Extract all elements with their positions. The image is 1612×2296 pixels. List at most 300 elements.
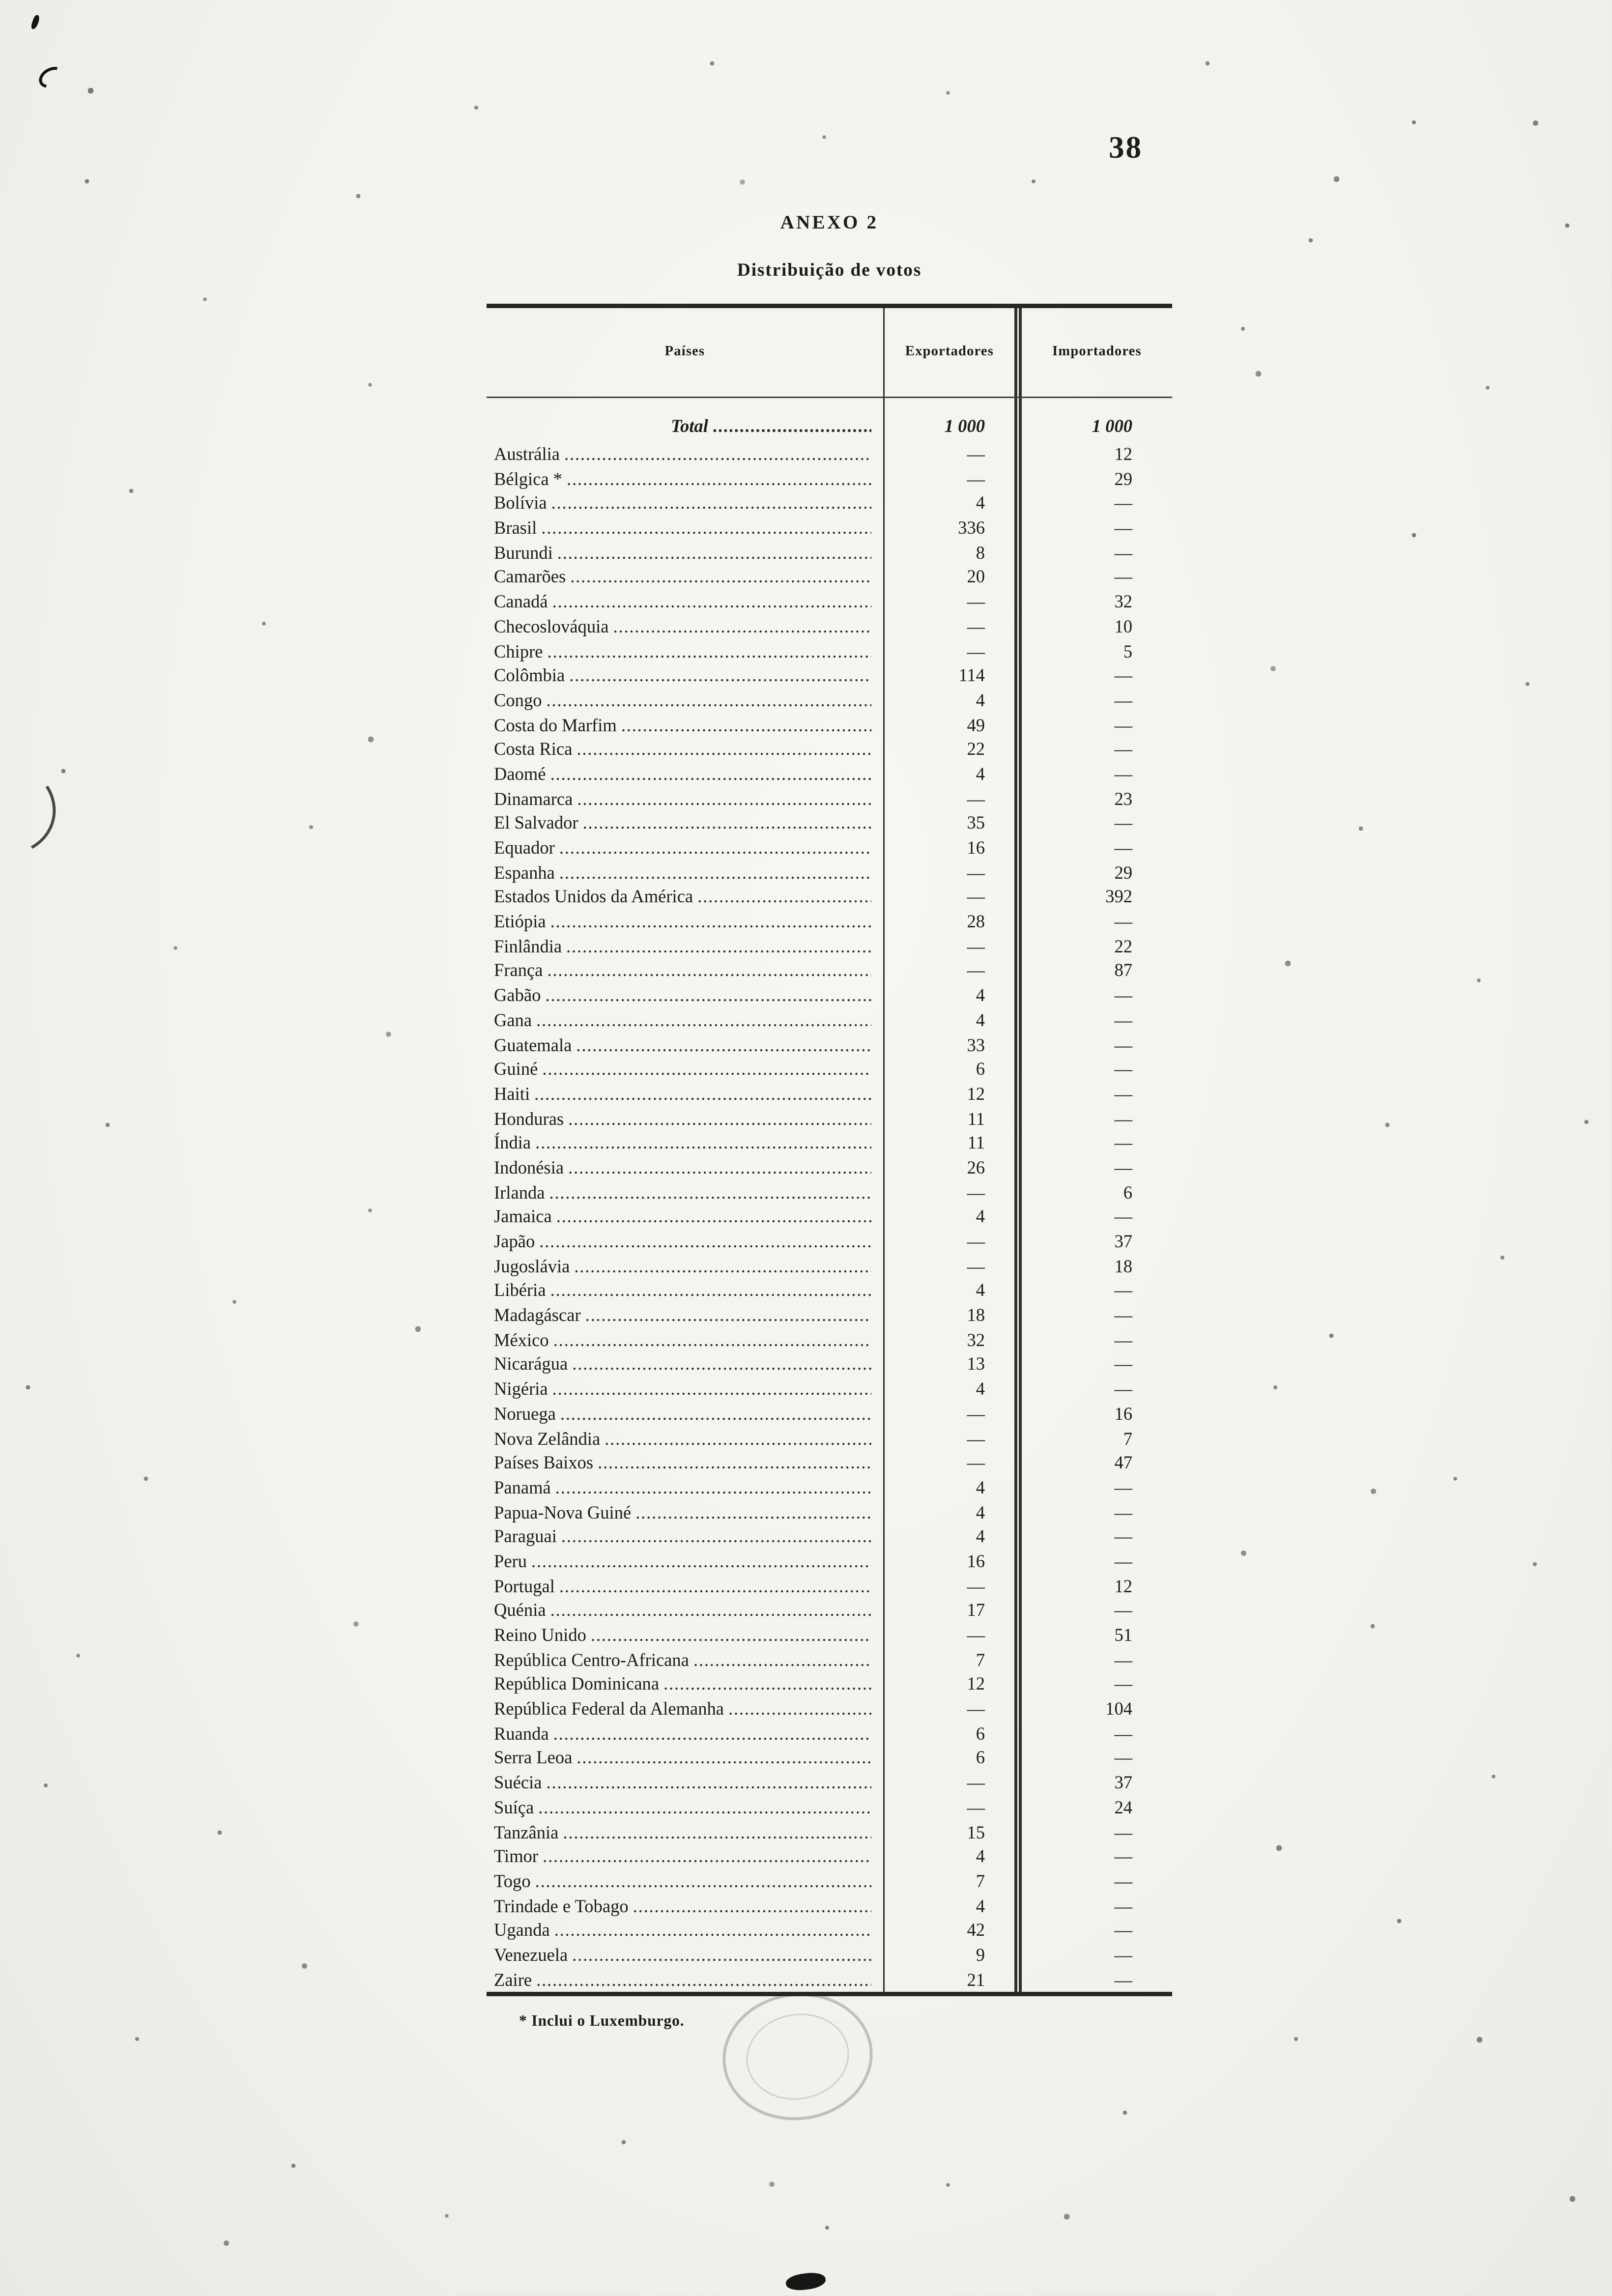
country-cell [487,1943,885,1968]
importers-value: — [1114,714,1132,735]
dot-leader [633,1894,871,1919]
table-row [487,885,1172,910]
importers-value: 87 [1114,960,1132,981]
dot-leader [728,1697,871,1722]
ink-blob [785,2271,826,2292]
dot-leader [561,1525,871,1550]
importers-value: — [1114,1034,1132,1055]
importers-value: — [1114,1895,1132,1916]
country-name: Brasil [494,517,537,539]
importers-value: — [1114,812,1132,833]
importers-value: — [1114,1649,1132,1670]
importers-value: — [1114,1108,1132,1129]
importers-value: — [1114,1157,1132,1178]
exporters-value: 336 [885,516,1022,541]
country-name: Burundi [494,542,553,563]
country-cell [487,1771,885,1795]
table-row [487,1476,1172,1500]
country-cell [487,1230,885,1254]
column-header-importadores: Importadores [1052,345,1142,360]
country-cell [487,762,885,787]
table-row [487,1869,1172,1894]
dot-leader [572,1352,871,1377]
importers-value: — [1114,1969,1132,1990]
table-row [487,565,1172,590]
country-cell [487,1722,885,1746]
importers-value: 37 [1114,1231,1132,1252]
table-row [487,1058,1172,1082]
importers-value: 24 [1114,1797,1132,1818]
exporters-value: — [885,467,1022,491]
dot-leader [553,1328,871,1352]
dot-leader [566,934,871,959]
importers-value: — [1114,1280,1132,1301]
exporters-value: 4 [885,1377,1022,1402]
dot-leader [534,1082,871,1107]
country-cell [487,1205,885,1230]
country-cell [487,614,885,639]
exporters-value: 32 [885,1328,1022,1352]
country-name: Madagáscar [494,1305,581,1326]
country-name: Nova Zelândia [494,1428,601,1449]
importers-value: — [1114,1821,1132,1842]
exporters-value: 17 [885,1599,1022,1623]
country-cell [487,1131,885,1156]
country-cell [487,1328,885,1352]
exporters-value: — [885,590,1022,614]
country-name: Jugoslávia [494,1256,570,1277]
country-cell [487,811,885,836]
exporters-value: 4 [885,689,1022,713]
importers-value: 392 [1105,887,1132,908]
exporters-value: 16 [885,1550,1022,1574]
table-row [487,1697,1172,1722]
dot-leader [550,910,871,934]
table-row [487,983,1172,1008]
country-cell [487,1254,885,1279]
table-row [487,713,1172,738]
country-cell [487,491,885,516]
total-label: Total [671,416,708,436]
country-name: Honduras [494,1108,564,1129]
exporters-value: 28 [885,910,1022,934]
country-name: Irlanda [494,1181,545,1203]
votes-table [487,304,1172,1997]
exporters-value: — [885,885,1022,910]
exporters-value: 12 [885,1082,1022,1107]
country-name: Haiti [494,1083,530,1104]
table-row [487,1377,1172,1402]
exporters-value: — [885,1574,1022,1599]
dot-leader [572,1943,871,1968]
country-cell [487,1820,885,1845]
exporters-value: 35 [885,811,1022,836]
dot-leader [555,1476,871,1500]
country-cell [487,959,885,983]
country-name: El Salvador [494,812,578,833]
country-name: Suíça [494,1797,534,1818]
dot-leader [713,398,871,442]
exporters-value: 20 [885,565,1022,590]
exporters-value: 4 [885,1500,1022,1525]
country-name: Reino Unido [494,1625,586,1645]
country-cell [487,836,885,861]
importers-value: 12 [1114,1575,1132,1596]
country-name: Papua-Nova Guiné [494,1501,632,1522]
country-cell [487,1746,885,1771]
importers-value: 22 [1114,936,1132,957]
country-name: Austrália [494,444,560,464]
importers-value: — [1114,1944,1132,1965]
country-name: Bélgica * [494,468,563,489]
exporters-value: 8 [885,541,1022,565]
dot-leader [549,1180,871,1205]
footnote: * Inclui o Luxemburgo. [519,2014,685,2030]
country-name: Chipre [494,640,543,661]
country-name: Togo [494,1870,531,1892]
exporters-value: 22 [885,738,1022,762]
country-name: República Dominicana [494,1674,660,1695]
table-row [487,934,1172,959]
exporters-value: 13 [885,1352,1022,1377]
country-name: Países Baixos [494,1452,594,1473]
country-cell [487,1550,885,1574]
table-row [487,1845,1172,1869]
table-row [487,1550,1172,1574]
importers-value: 104 [1105,1698,1132,1720]
dot-leader [545,983,871,1008]
country-cell [487,1919,885,1943]
importers-value: — [1114,1206,1132,1227]
table-row [487,836,1172,861]
table-row [487,959,1172,983]
country-name: Dinamarca [494,788,573,809]
importers-value: 29 [1114,862,1132,883]
importers-value: — [1114,985,1132,1006]
importers-value: — [1114,567,1132,588]
exporters-value: 6 [885,1058,1022,1082]
country-name: França [494,960,543,981]
country-cell [487,1795,885,1820]
dot-leader [583,811,871,836]
importers-value: — [1114,1920,1132,1941]
country-name: República Federal da Alemanha [494,1698,724,1720]
table-row [487,1943,1172,1968]
country-name: Venezuela [494,1944,568,1965]
exporters-value: 18 [885,1303,1022,1328]
table-row [487,1279,1172,1303]
dot-leader [547,689,871,713]
dot-leader [556,1205,871,1230]
table-row [487,541,1172,565]
importers-value: — [1114,1846,1132,1867]
country-name: Camarões [494,567,566,588]
ink-mark [30,14,41,30]
country-cell [487,1058,885,1082]
country-name: Nicarágua [494,1354,568,1375]
country-name: Nigéria [494,1378,548,1400]
table-row [487,1427,1172,1451]
country-cell [487,885,885,910]
country-name: Portugal [494,1575,555,1596]
table-row [487,1795,1172,1820]
exporters-value: 7 [885,1648,1022,1672]
table-row [487,787,1172,811]
exporters-value: 4 [885,762,1022,787]
country-cell [487,1894,885,1919]
table-row [487,590,1172,614]
table-row [487,1500,1172,1525]
dot-leader [535,1131,871,1156]
table-row [487,1156,1172,1180]
country-name: Daomé [494,763,546,784]
dot-leader [567,467,871,491]
country-name: Japão [494,1231,535,1252]
page-title: ANEXO 2 [780,211,879,233]
country-name: Peru [494,1550,527,1572]
importers-value: — [1114,763,1132,784]
country-cell [487,1623,885,1648]
country-cell [487,983,885,1008]
country-cell [487,1352,885,1377]
country-name: Índia [494,1132,531,1153]
country-cell [487,1279,885,1303]
exporters-value: — [885,1697,1022,1722]
country-cell [487,590,885,614]
table-row [487,1894,1172,1919]
dot-leader [693,1648,871,1672]
dot-leader [591,1623,871,1648]
country-cell [487,1427,885,1451]
exporters-value: — [885,934,1022,959]
importers-value: — [1114,1674,1132,1695]
country-name: Libéria [494,1280,546,1301]
importers-value: — [1114,1329,1132,1350]
dot-leader [559,861,871,885]
importers-value: — [1114,1132,1132,1153]
exporters-value: 7 [885,1869,1022,1894]
exporters-value: — [885,1771,1022,1795]
dot-leader [553,1722,871,1746]
dot-leader [552,590,871,614]
page-subtitle: Distribuição de votos [737,259,922,280]
importers-value: 29 [1114,468,1132,489]
country-cell [487,1402,885,1426]
exporters-value: 21 [885,1968,1022,1992]
country-cell [487,713,885,738]
dot-leader [538,1795,871,1820]
dot-leader [554,1919,871,1943]
country-cell [487,1648,885,1672]
importers-value: — [1114,493,1132,514]
country-cell [487,1377,885,1402]
table-row [487,762,1172,787]
dot-leader [585,1303,871,1328]
exporters-value: — [885,1402,1022,1426]
importers-value: 51 [1114,1625,1132,1645]
dot-leader [551,491,871,516]
importers-value: — [1114,739,1132,760]
dot-leader [552,1377,871,1402]
country-name: Serra Leoa [494,1748,573,1769]
importers-value: 32 [1114,591,1132,612]
dot-leader [536,1008,871,1033]
country-name: Timor [494,1846,539,1867]
table-row [487,639,1172,664]
dot-leader [550,1279,871,1303]
exporters-value: 6 [885,1746,1022,1771]
importers-value: — [1114,1354,1132,1375]
exporters-value: — [885,1230,1022,1254]
table-row [487,1352,1172,1377]
importers-value: 16 [1114,1403,1132,1424]
exporters-value: 4 [885,1279,1022,1303]
exporters-value: 42 [885,1919,1022,1943]
dot-leader [559,836,871,861]
country-name: Equador [494,837,555,858]
table-row [487,1082,1172,1107]
country-name: Congo [494,689,542,711]
country-name: Costa Rica [494,739,573,760]
importers-value: — [1114,1748,1132,1769]
country-name: Estados Unidos da América [494,887,693,908]
country-name: Bolívia [494,493,547,514]
country-name: Gana [494,1009,532,1031]
country-cell [487,467,885,491]
importers-value: — [1114,1477,1132,1498]
country-name: Costa do Marfim [494,714,617,735]
table-row [487,1648,1172,1672]
table-row [487,1254,1172,1279]
exporters-value: — [885,787,1022,811]
dot-leader [550,1599,871,1623]
country-name: Checoslováquia [494,616,609,637]
country-name: Canadá [494,591,548,612]
table-row [487,861,1172,885]
importers-value: — [1114,665,1132,686]
country-cell [487,738,885,762]
table-row [487,1574,1172,1599]
country-name: República Centro-Africana [494,1649,689,1670]
column-header-paises: Países [487,308,885,397]
importers-value: 18 [1114,1256,1132,1277]
table-row [487,1820,1172,1845]
dot-leader [550,762,871,787]
importers-value: — [1114,689,1132,711]
country-cell [487,1476,885,1500]
dot-leader [635,1500,871,1525]
country-name: Trindade e Tobago [494,1895,629,1916]
importers-value: 37 [1114,1772,1132,1793]
importers-value: — [1114,837,1132,858]
importers-value: — [1114,542,1132,563]
importers-value: — [1114,1305,1132,1326]
country-name: Zaire [494,1969,532,1990]
table-row [487,1205,1172,1230]
total-row [487,398,1172,442]
table-row [487,664,1172,689]
country-name: Quénia [494,1600,546,1621]
country-cell [487,541,885,565]
country-cell [487,1672,885,1697]
country-cell [487,1180,885,1205]
importers-value: — [1114,1083,1132,1104]
country-cell [487,689,885,713]
exporters-value: 4 [885,983,1022,1008]
country-name: Paraguai [494,1526,557,1547]
table-row [487,1746,1172,1771]
table-row [487,1230,1172,1254]
country-cell [487,1599,885,1623]
importers-value: 7 [1123,1428,1132,1449]
importers-value: — [1114,1059,1132,1080]
table-row [487,910,1172,934]
table-row [487,1599,1172,1623]
dot-leader [613,614,871,639]
importers-value: — [1114,1870,1132,1892]
exporters-value: 4 [885,491,1022,516]
table-row [487,614,1172,639]
dot-leader [560,1402,871,1426]
importers-value: — [1114,1378,1132,1400]
exporters-value: — [885,614,1022,639]
country-cell [487,787,885,811]
dot-leader [598,1451,871,1476]
country-name: Jamaica [494,1206,552,1227]
table-row [487,1672,1172,1697]
table-row [487,1771,1172,1795]
table-row [487,491,1172,516]
importers-value: 47 [1114,1452,1132,1473]
country-cell [487,1968,885,1992]
exporters-value: 11 [885,1107,1022,1131]
country-cell [487,1082,885,1107]
country-cell [487,1500,885,1525]
country-name: Suécia [494,1772,542,1793]
exporters-value: 49 [885,713,1022,738]
exporters-value: 4 [885,1008,1022,1033]
importers-value: — [1114,517,1132,539]
importers-value: 5 [1123,640,1132,661]
exporters-value: 4 [885,1845,1022,1869]
dot-leader [604,1427,871,1451]
exporters-value: — [885,442,1022,467]
country-name: Indonésia [494,1157,564,1178]
exporters-value: 11 [885,1131,1022,1156]
country-name: Etiópia [494,911,546,932]
dot-leader [568,1107,871,1131]
dot-leader [621,713,871,738]
country-cell [487,1574,885,1599]
country-name: Noruega [494,1403,556,1424]
importers-value: 23 [1114,788,1132,809]
ink-arc [0,749,66,867]
table-row [487,1131,1172,1156]
table-row [487,1033,1172,1058]
exporters-value: 16 [885,836,1022,861]
dot-leader [564,442,871,467]
exporters-value: — [885,959,1022,983]
table-row [487,1451,1172,1476]
country-cell [487,934,885,959]
dot-leader [697,885,871,910]
dot-leader [570,565,871,590]
country-name: Panamá [494,1477,551,1498]
dot-leader [568,1156,871,1180]
exporters-value: — [885,1254,1022,1279]
dot-leader [576,738,871,762]
total-importers-value: 1 000 [1092,416,1132,436]
